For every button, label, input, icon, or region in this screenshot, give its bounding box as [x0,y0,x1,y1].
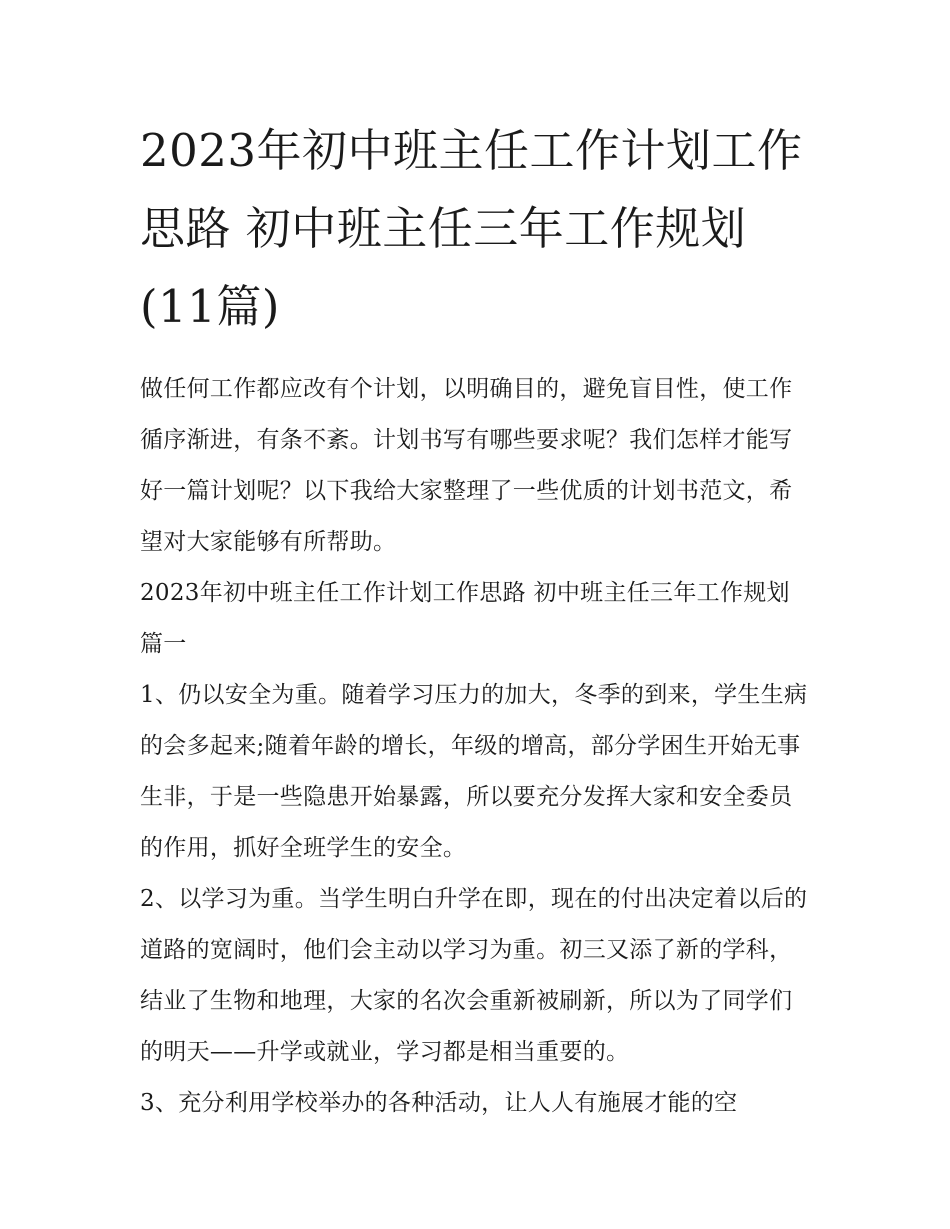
document-title: 2023年初中班主任工作计划工作思路 初中班主任三年工作规划(11篇) [140,124,803,333]
intro-paragraph: 做任何工作都应改有个计划，以明确目的，避免盲目性，使工作循序渐进，有条不紊。计划书写有哪些要求呢？我们怎样才能写好一篇计划呢？以下我给大家整理了一些优质的计划书范文，希望对大家能够有所帮助。 [140,376,793,555]
list-item-2: 2、以学习为重。当学生明白升学在即，现在的付出决定着以后的道路的宽阔时，他们会主动以学习为重。初三又添了新的学科，结业了生物和地理，大家的名次会重新被刷新，所以为了同学们的明天——升学或就业，学习都是相当重要的。 [140,886,808,1065]
section-heading: 2023年初中班主任工作计划工作思路 初中班主任三年工作规划篇一 [140,580,790,657]
document-page [140,112,812,1129]
list-item-1: 1、仍以安全为重。随着学习压力的加大，冬季的到来，学生生病的会多起来;随着年龄的增长，年级的增高，部分学困生开始无事生非，于是一些隐患开始暴露，所以要充分发挥大家和安全委员的作用，抓好全班学生的安全。 [140,682,808,861]
list-item-3: 3、充分利用学校举办的各种活动，让人人有施展才能的空 [140,1090,738,1116]
